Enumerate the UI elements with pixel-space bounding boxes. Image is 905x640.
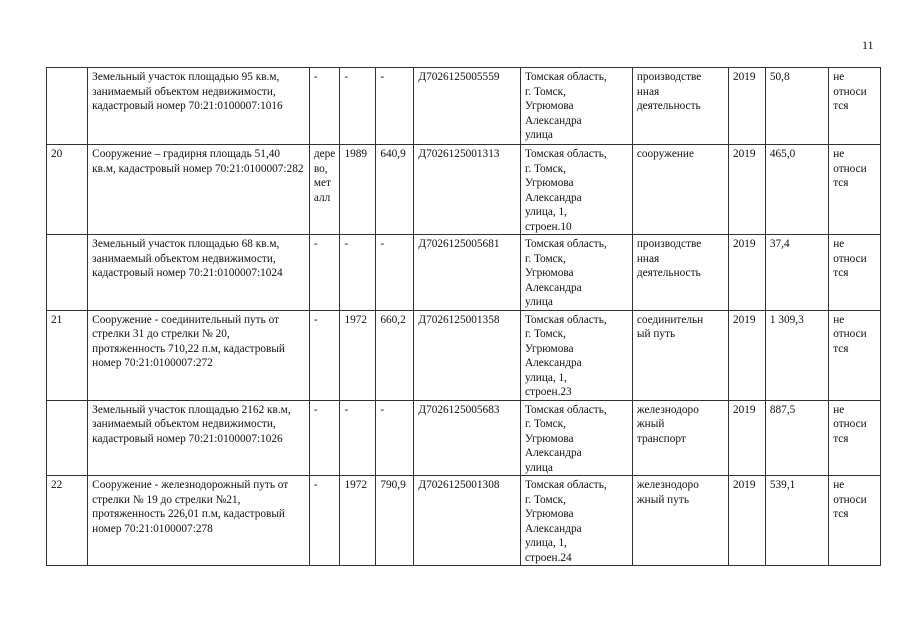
usage: железнодоро жный транспорт — [632, 400, 728, 476]
inventory-number: Д7026125005559 — [414, 68, 521, 145]
address: Томская область, г. Томск, Угрюмова Александра улица, 1, строен.23 — [520, 310, 632, 400]
construction-year: 1972 — [340, 310, 376, 400]
address: Томская область, г. Томск, Угрюмова Александра улица — [520, 68, 632, 145]
usage: железнодоро жный путь — [632, 476, 728, 566]
inventory-number: Д7026125001313 — [414, 145, 521, 235]
material: - — [309, 400, 340, 476]
material: - — [309, 68, 340, 145]
material: - — [309, 235, 340, 311]
usage: производстве нная деятельность — [632, 68, 728, 145]
status: не относи тся — [829, 145, 881, 235]
object-name: Сооружение – градирня площадь 51,40 кв.м, кадастровый номер 70:21:0100007:282 — [88, 145, 310, 235]
material: дере во, мет алл — [309, 145, 340, 235]
status: не относи тся — [829, 400, 881, 476]
construction-year: - — [340, 68, 376, 145]
construction-year: 1972 — [340, 476, 376, 566]
row-number — [47, 68, 88, 145]
usage: производстве нная деятельность — [632, 235, 728, 311]
table-row — [47, 310, 881, 400]
status: не относи тся — [829, 68, 881, 145]
table-row — [47, 476, 881, 566]
usage: сооружение — [632, 145, 728, 235]
status: не относи тся — [829, 310, 881, 400]
area: 790,9 — [376, 476, 414, 566]
page-number: 11 — [862, 38, 874, 52]
inventory-number: Д7026125001358 — [414, 310, 521, 400]
registration-year: 2019 — [728, 235, 765, 311]
address: Томская область, г. Томск, Угрюмова Александра улица, 1, строен.10 — [520, 145, 632, 235]
registration-year: 2019 — [728, 68, 765, 145]
material: - — [309, 476, 340, 566]
registration-year: 2019 — [728, 310, 765, 400]
property-registry-table — [46, 67, 881, 566]
construction-year: - — [340, 400, 376, 476]
object-name: Сооружение - соединительный путь от стрелки 31 до стрелки № 20, протяженность 710,22 п.м, кадастровый номер 70:21:0100007:272 — [88, 310, 310, 400]
inventory-number: Д7026125005681 — [414, 235, 521, 311]
row-number: 22 — [47, 476, 88, 566]
row-number — [47, 400, 88, 476]
object-name: Земельный участок площадью 95 кв.м, занимаемый объектом недвижимости, кадастровый номер 70:21:0100007:1016 — [88, 68, 310, 145]
table-row — [47, 235, 881, 311]
table-row — [47, 400, 881, 476]
inventory-number: Д7026125001308 — [414, 476, 521, 566]
construction-year: 1989 — [340, 145, 376, 235]
cost-value: 37,4 — [765, 235, 828, 311]
status: не относи тся — [829, 476, 881, 566]
area: - — [376, 235, 414, 311]
registration-year: 2019 — [728, 400, 765, 476]
cost-value: 465,0 — [765, 145, 828, 235]
inventory-number: Д7026125005683 — [414, 400, 521, 476]
address: Томская область, г. Томск, Угрюмова Александра улица — [520, 400, 632, 476]
table-row — [47, 68, 881, 145]
area: 640,9 — [376, 145, 414, 235]
row-number: 21 — [47, 310, 88, 400]
usage: соединительн ый путь — [632, 310, 728, 400]
cost-value: 887,5 — [765, 400, 828, 476]
construction-year: - — [340, 235, 376, 311]
cost-value: 50,8 — [765, 68, 828, 145]
material: - — [309, 310, 340, 400]
object-name: Земельный участок площадью 2162 кв.м, занимаемый объектом недвижимости, кадастровый номер 70:21:0100007:1026 — [88, 400, 310, 476]
cost-value: 539,1 — [765, 476, 828, 566]
object-name: Сооружение - железнодорожный путь от стрелки № 19 до стрелки №21, протяженность 226,01 п.м, кадастровый номер 70:21:0100007:278 — [88, 476, 310, 566]
row-number — [47, 235, 88, 311]
cost-value: 1 309,3 — [765, 310, 828, 400]
area: 660,2 — [376, 310, 414, 400]
area: - — [376, 68, 414, 145]
registration-year: 2019 — [728, 476, 765, 566]
registration-year: 2019 — [728, 145, 765, 235]
table-row — [47, 145, 881, 235]
address: Томская область, г. Томск, Угрюмова Александра улица — [520, 235, 632, 311]
status: не относи тся — [829, 235, 881, 311]
object-name: Земельный участок площадью 68 кв.м, занимаемый объектом недвижимости, кадастровый номер 70:21:0100007:1024 — [88, 235, 310, 311]
area: - — [376, 400, 414, 476]
row-number: 20 — [47, 145, 88, 235]
address: Томская область, г. Томск, Угрюмова Александра улица, 1, строен.24 — [520, 476, 632, 566]
